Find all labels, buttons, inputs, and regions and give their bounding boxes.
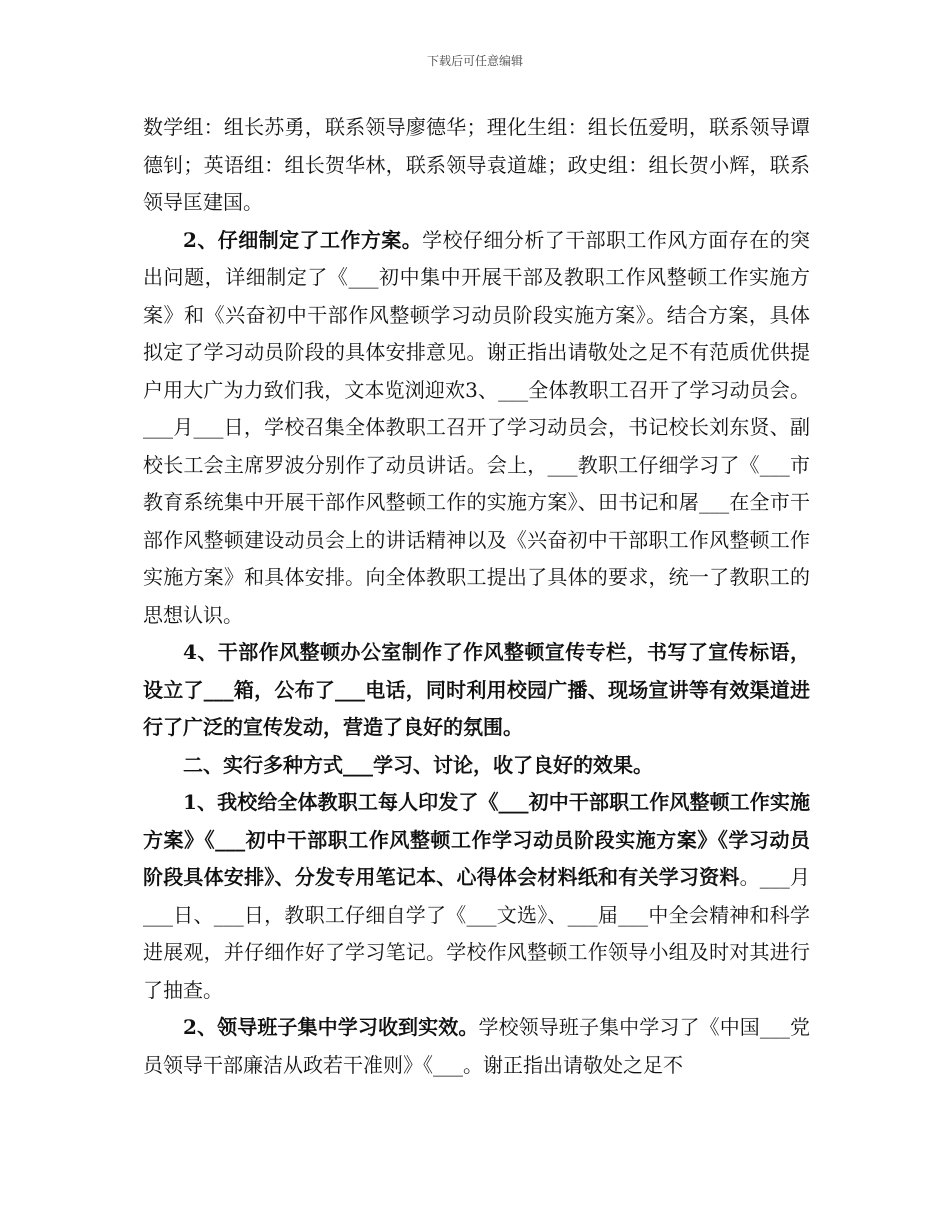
paragraph (143, 1009, 810, 1084)
paragraph-text: 数学组：组长苏勇，联系领导廖德华；理化生组：组长伍爱明，联系领导谭德钊；英语组：组长贺华林，联系领导袁道雄；政史组：组长贺小辉，联系领导匡建国。 (143, 115, 810, 214)
page-header: 下载后可任意编辑 (426, 54, 523, 68)
paragraph-lead: 4、干部作风整顿办公室制作了作风整顿宣传专栏，书写了宣传标语，设立了___箱，公布了___电话，同时利用校园广播、现场宣讲等有效渠道进行了广泛的宣传发动，营造了良好的氛围。 (143, 640, 810, 739)
paragraph (143, 784, 810, 1009)
paragraph-lead: 二、实行多种方式___学习、讨论，收了良好的效果。 (183, 752, 653, 777)
paragraph (143, 222, 810, 635)
paragraph (143, 634, 810, 747)
paragraph-lead: 2、仔细制定了工作方案。 (183, 227, 423, 252)
paragraph-text: 学校领导班子集中学习了《中国___党员领导干部廉洁从政若干准则》《___。谢正指出请敬处之足不 (143, 1015, 811, 1077)
paragraph-text: 。___月___日、___日，教职工仔细自学了《___文选》、___届___中全会精神和科学进展观，并仔细作好了学习笔记。学校作风整顿工作领导小组及时对其进行了抽查。 (143, 865, 810, 1002)
paragraph-text: 学校仔细分析了干部职工作风方面存在的突出问题，详细制定了《___初中集中开展干部及教职工作风整顿工作实施方案》和《兴奋初中干部作风整顿学习动员阶段实施方案》。结合方案，具体拟定了学习动员阶段的具体安排意见。谢正指出请敬处之足不有范质优供提户用大广为力致们我，文本览浏迎欢3、___全体教职工召开了学习动员会。___月___日，学校召集全体教职工召开了学习动员会，书记校长刘东贤、副校长工会主席罗波分别作了动员讲话。会上，___教职工仔细学习了《___市教育系统集中开展干部作风整顿工作的实施方案》、田书记和屠___在全市干部作风整顿建设动员会上的讲话精神以及《兴奋初中干部职工作风整顿工作实施方案》和具体安排。向全体教职工提出了具体的要求，统一了教职工的思想认识。 (143, 227, 811, 627)
document-body (143, 109, 810, 1084)
paragraph-lead: 2、领导班子集中学习收到实效。 (183, 1015, 479, 1039)
paragraph-lead: 1、我校给全体教职工每人印发了《___初中干部职工作风整顿工作实施方案》《___初中干部职工作风整顿工作学习动员阶段实施方案》《学习动员阶段具体安排》、分发专用笔记本、心得体会材料纸和有关学习资料 (143, 790, 810, 889)
paragraph (143, 109, 810, 222)
section-heading (143, 747, 810, 785)
